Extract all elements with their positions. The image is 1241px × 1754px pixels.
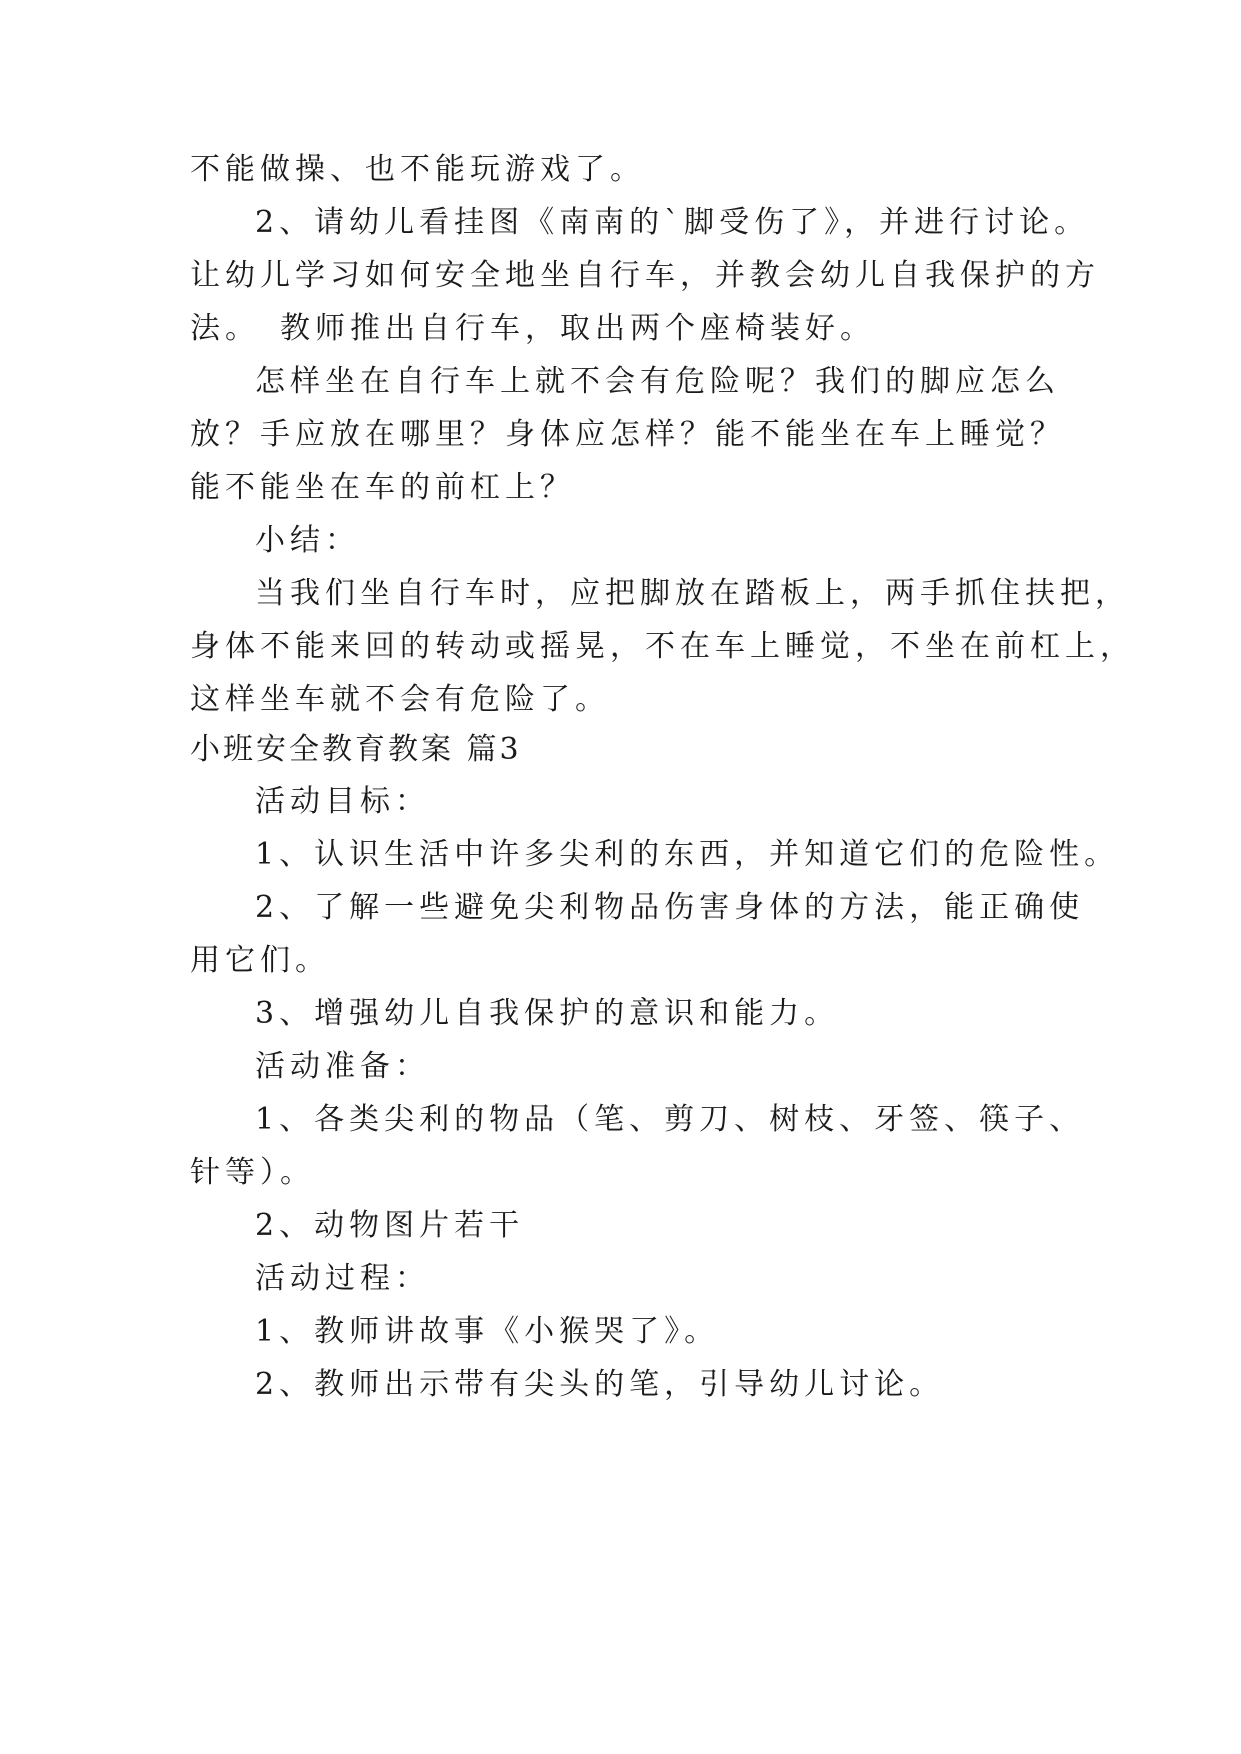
text-line: 活动目标： bbox=[255, 784, 430, 819]
text-line: 1、教师讲故事《小猴哭了》。 bbox=[255, 1314, 720, 1349]
text-line: 2、教师出示带有尖头的笔，引导幼儿讨论。 bbox=[255, 1367, 945, 1402]
text-line: 不能做操、也不能玩游戏了。 bbox=[190, 152, 645, 187]
section-heading: 小班安全教育教案 篇3 bbox=[190, 732, 522, 767]
text-line: 2、了解一些避免尖利物品伤害身体的方法，能正确使 bbox=[255, 890, 1085, 925]
text-line: 1、认识生活中许多尖利的东西，并知道它们的危险性。 bbox=[255, 837, 1120, 872]
text-line: 3、增强幼儿自我保护的意识和能力。 bbox=[255, 996, 840, 1031]
text-line: 活动准备： bbox=[255, 1049, 430, 1084]
text-line: 活动过程： bbox=[255, 1261, 430, 1296]
text-line: 小结： bbox=[255, 523, 360, 558]
text-line: 这样坐车就不会有危险了。 bbox=[190, 682, 610, 717]
text-line: 当我们坐自行车时，应把脚放在踏板上，两手抓住扶把， bbox=[255, 576, 1130, 611]
text-line: 2、动物图片若干 bbox=[255, 1208, 525, 1243]
text-line: 2、请幼儿看挂图《南南的`脚受伤了》，并进行讨论。 bbox=[255, 205, 1090, 240]
text-line: 身体不能来回的转动或摇晃，不在车上睡觉，不坐在前杠上， bbox=[190, 629, 1135, 664]
text-line: 让幼儿学习如何安全地坐自行车，并教会幼儿自我保护的方 bbox=[190, 258, 1100, 293]
text-line: 放？手应放在哪里？身体应怎样？能不能坐在车上睡觉？ bbox=[190, 417, 1065, 452]
text-line: 法。 教师推出自行车，取出两个座椅装好。 bbox=[190, 311, 875, 346]
text-line: 1、各类尖利的物品（笔、剪刀、树枝、牙签、筷子、 bbox=[255, 1102, 1085, 1137]
text-line: 怎样坐在自行车上就不会有危险呢？我们的脚应怎么 bbox=[255, 364, 1060, 399]
text-line: 能不能坐在车的前杠上？ bbox=[190, 470, 575, 505]
text-line: 用它们。 bbox=[190, 943, 330, 978]
text-line: 针等）。 bbox=[190, 1155, 315, 1190]
